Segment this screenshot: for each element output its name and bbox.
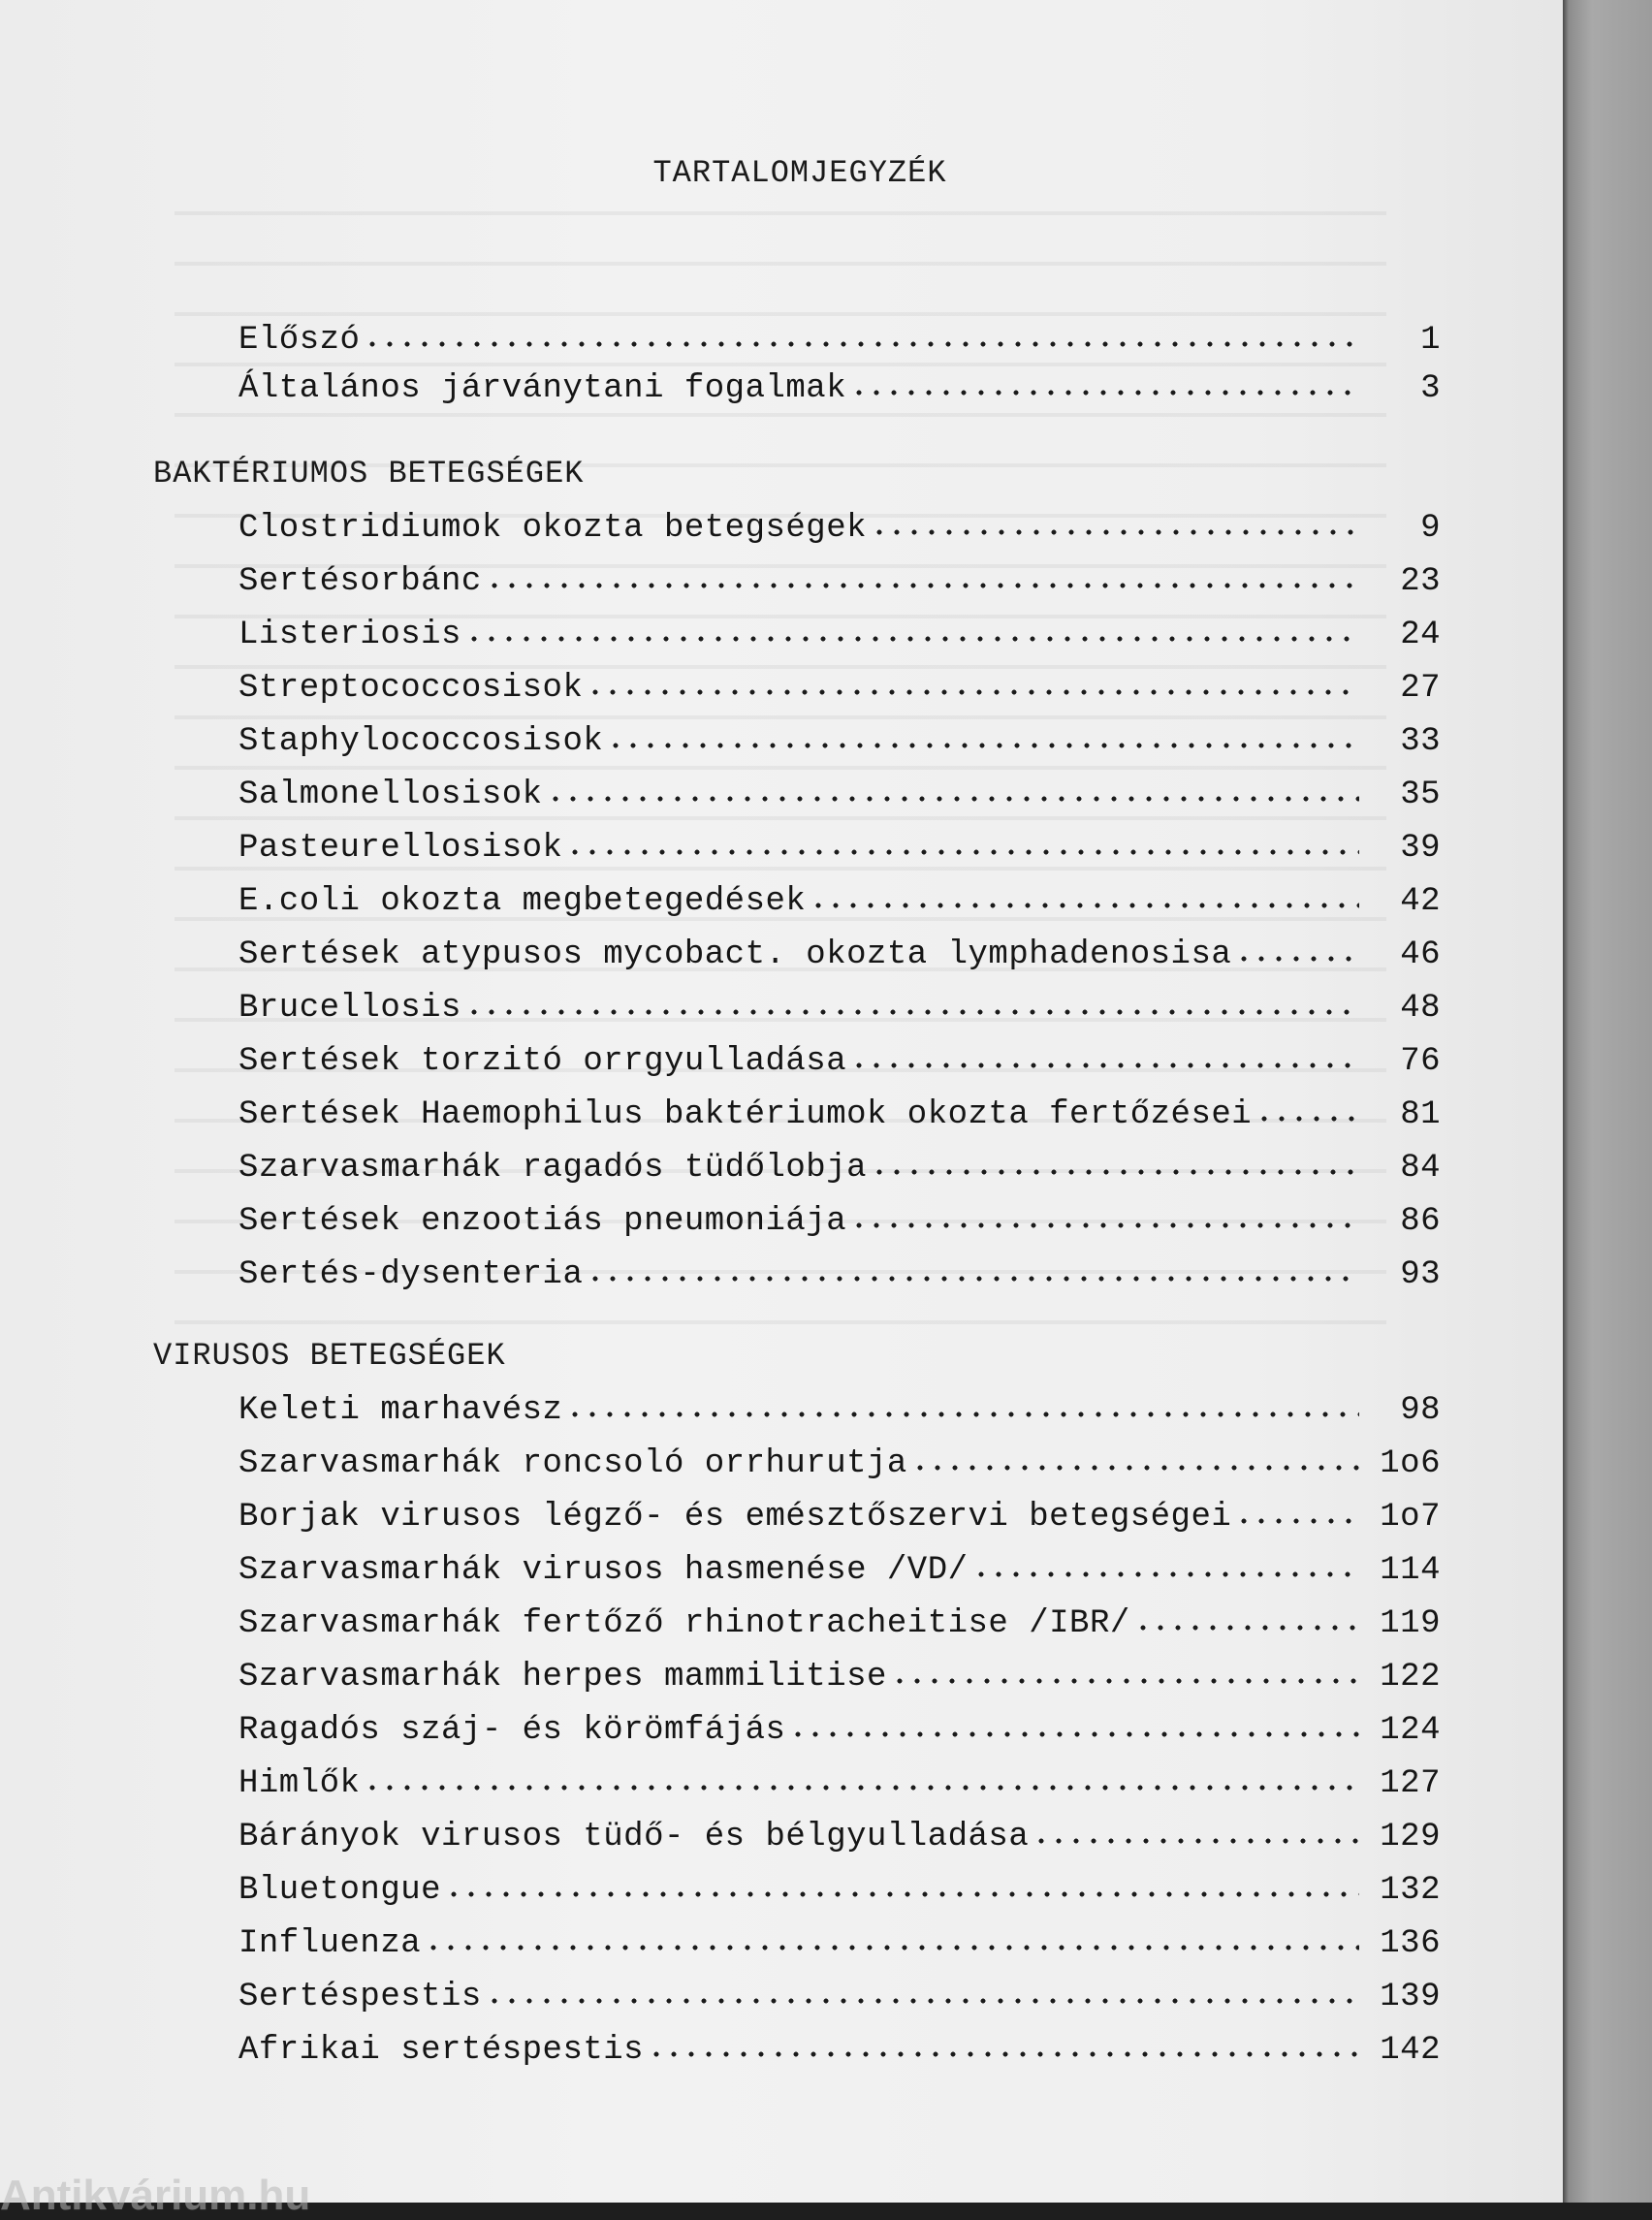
leader-dots	[465, 634, 1359, 644]
toc-entry	[238, 1382, 1441, 1429]
leader-dots	[425, 1943, 1359, 1952]
toc-entry-title: Clostridiumok okozta betegségek	[238, 510, 868, 547]
toc-entry-page: 93	[1400, 1256, 1441, 1293]
leader-dots	[587, 1274, 1359, 1284]
leader-dots	[547, 794, 1359, 804]
toc-entry-title: Staphylococcosisok	[238, 723, 604, 760]
toc-entry-title: Előszó	[238, 322, 361, 359]
toc-entry-page: 76	[1400, 1043, 1441, 1080]
toc-entry-page: 1o7	[1380, 1499, 1441, 1536]
toc-entry-page: 24	[1400, 617, 1441, 653]
toc-entry	[238, 820, 1441, 867]
leader-dots	[445, 1889, 1359, 1899]
leader-dots	[1134, 1623, 1359, 1633]
toc-entry-page: 1	[1420, 322, 1441, 359]
toc-entry	[238, 714, 1441, 760]
toc-entry	[238, 1489, 1441, 1536]
toc-entry-page: 129	[1380, 1819, 1441, 1855]
leader-dots	[850, 1221, 1359, 1230]
leader-dots	[810, 901, 1359, 910]
toc-entry-title: Szarvasmarhák fertőző rhinotracheitise /IBR/	[238, 1605, 1130, 1642]
leader-dots	[789, 1729, 1359, 1739]
toc-entry	[238, 767, 1441, 813]
toc-entry-page: 33	[1400, 723, 1441, 760]
toc-entry-title: Ragadós száj- és körömfájás	[238, 1712, 786, 1749]
leader-dots	[566, 1410, 1359, 1419]
toc-entry-title: Pasteurellosisok	[238, 830, 563, 867]
toc-entry	[238, 500, 1441, 547]
toc-entry-title: Bluetongue	[238, 1872, 442, 1909]
toc-entry-page: 139	[1380, 1979, 1441, 2015]
toc-entry-page: 39	[1400, 830, 1441, 867]
toc-entry-page: 23	[1400, 563, 1441, 600]
toc-entry-page: 122	[1380, 1659, 1441, 1696]
toc-entry-page: 86	[1400, 1203, 1441, 1240]
toc-entry-title: Streptococcosisok	[238, 670, 584, 707]
leader-dots	[648, 2049, 1359, 2059]
toc-entry	[238, 1702, 1441, 1749]
toc-entry-page: 35	[1400, 777, 1441, 813]
toc-entry	[238, 1193, 1441, 1240]
toc-entry-title: Listeriosis	[238, 617, 461, 653]
leader-dots	[911, 1463, 1359, 1473]
toc-entry	[238, 1596, 1441, 1642]
toc-entry	[238, 1033, 1441, 1080]
page-edge-shadow	[1563, 0, 1652, 2203]
toc-entry	[238, 927, 1441, 973]
toc-entry-title: Influenza	[238, 1925, 422, 1962]
toc-entry-page: 3	[1420, 370, 1441, 407]
toc-entry	[238, 554, 1441, 600]
leader-dots	[364, 339, 1359, 349]
toc-entry	[238, 1247, 1441, 1293]
toc-entry-title: Általános járványtani fogalmak	[238, 370, 847, 407]
section-heading: VIRUSOS BETEGSÉGEK	[153, 1338, 506, 1374]
leader-dots	[850, 388, 1359, 397]
toc-entry-page: 136	[1380, 1925, 1441, 1962]
leader-dots	[486, 1996, 1359, 2006]
toc-entry	[238, 873, 1441, 920]
toc-entry	[238, 1916, 1441, 1962]
toc-entry-page: 48	[1400, 990, 1441, 1027]
toc-entry-title: Szarvasmarhák ragadós tüdőlobja	[238, 1150, 868, 1187]
toc-entry-title: Sertések enzootiás pneumoniája	[238, 1203, 847, 1240]
toc-entry-title: Sertéspestis	[238, 1979, 482, 2015]
toc-entry-title: Sertésorbánc	[238, 563, 482, 600]
toc-entry-page: 27	[1400, 670, 1441, 707]
leader-dots	[1032, 1836, 1359, 1846]
leader-dots	[465, 1007, 1359, 1017]
toc-entry-page: 46	[1400, 936, 1441, 973]
toc-entry-title: Sertések torzitó orrgyulladása	[238, 1043, 847, 1080]
toc-entry	[238, 1649, 1441, 1696]
toc-entry-page: 124	[1380, 1712, 1441, 1749]
leader-dots	[871, 1167, 1359, 1177]
watermark: Antikvárium.hu	[0, 2172, 311, 2219]
toc-entry-title: Sertés-dysenteria	[238, 1256, 584, 1293]
toc-entry	[238, 1087, 1441, 1133]
page-title: TARTALOMJEGYZÉK	[652, 155, 947, 191]
toc-entry-page: 114	[1380, 1552, 1441, 1589]
toc-entry-title: Szarvasmarhák virusos hasmenése /VD/	[238, 1552, 969, 1589]
leader-dots	[891, 1676, 1359, 1686]
toc-entry	[238, 607, 1441, 653]
toc-entry	[238, 980, 1441, 1027]
toc-entry-title: Borjak virusos légző- és emésztőszervi betegségei	[238, 1499, 1232, 1536]
toc-entry-title: Afrikai sertéspestis	[238, 2032, 645, 2069]
toc-entry	[238, 2022, 1441, 2069]
toc-entry-page: 119	[1380, 1605, 1441, 1642]
toc-entry	[238, 660, 1441, 707]
toc-entry	[238, 312, 1441, 359]
toc-entry-title: Sertések atypusos mycobact. okozta lymphadenosisa	[238, 936, 1232, 973]
toc-entry	[238, 1756, 1441, 1802]
toc-entry-title: Szarvasmarhák herpes mammilitise	[238, 1659, 887, 1696]
toc-entry-page: 98	[1400, 1392, 1441, 1429]
leader-dots	[607, 741, 1359, 750]
toc-entry-title: E.coli okozta megbetegedések	[238, 883, 807, 920]
leader-dots	[871, 527, 1359, 537]
toc-entry-title: Brucellosis	[238, 990, 461, 1027]
toc-entry-title: Keleti marhavész	[238, 1392, 563, 1429]
toc-entry-page: 127	[1380, 1765, 1441, 1802]
leader-dots	[850, 1061, 1359, 1070]
leader-dots	[1235, 954, 1359, 964]
leader-dots	[566, 847, 1359, 857]
toc-entry-page: 81	[1400, 1096, 1441, 1133]
toc-entry-page: 142	[1380, 2032, 1441, 2069]
toc-entry	[238, 1809, 1441, 1855]
leader-dots	[1255, 1114, 1359, 1124]
leader-dots	[364, 1783, 1359, 1792]
toc-entry	[238, 1436, 1441, 1482]
leader-dots	[1235, 1516, 1359, 1526]
toc-entry-page: 42	[1400, 883, 1441, 920]
toc-entry-title: Szarvasmarhák roncsoló orrhurutja	[238, 1445, 907, 1482]
leader-dots	[972, 1570, 1359, 1579]
toc-entry	[238, 361, 1441, 407]
toc-entry	[238, 1862, 1441, 1909]
leader-dots	[587, 687, 1359, 697]
toc-entry-page: 84	[1400, 1150, 1441, 1187]
toc-entry-title: Salmonellosisok	[238, 777, 543, 813]
toc-entry-page: 1o6	[1380, 1445, 1441, 1482]
leader-dots	[486, 581, 1359, 590]
toc-entry-page: 9	[1420, 510, 1441, 547]
section-heading: BAKTÉRIUMOS BETEGSÉGEK	[153, 456, 585, 492]
toc-entry-title: Himlők	[238, 1765, 361, 1802]
toc-entry-title: Bárányok virusos tüdő- és bélgyulladása	[238, 1819, 1030, 1855]
toc-entry	[238, 1542, 1441, 1589]
toc-entry-page: 132	[1380, 1872, 1441, 1909]
toc-entry	[238, 1969, 1441, 2015]
toc-entry	[238, 1140, 1441, 1187]
toc-entry-title: Sertések Haemophilus baktériumok okozta fertőzései	[238, 1096, 1253, 1133]
